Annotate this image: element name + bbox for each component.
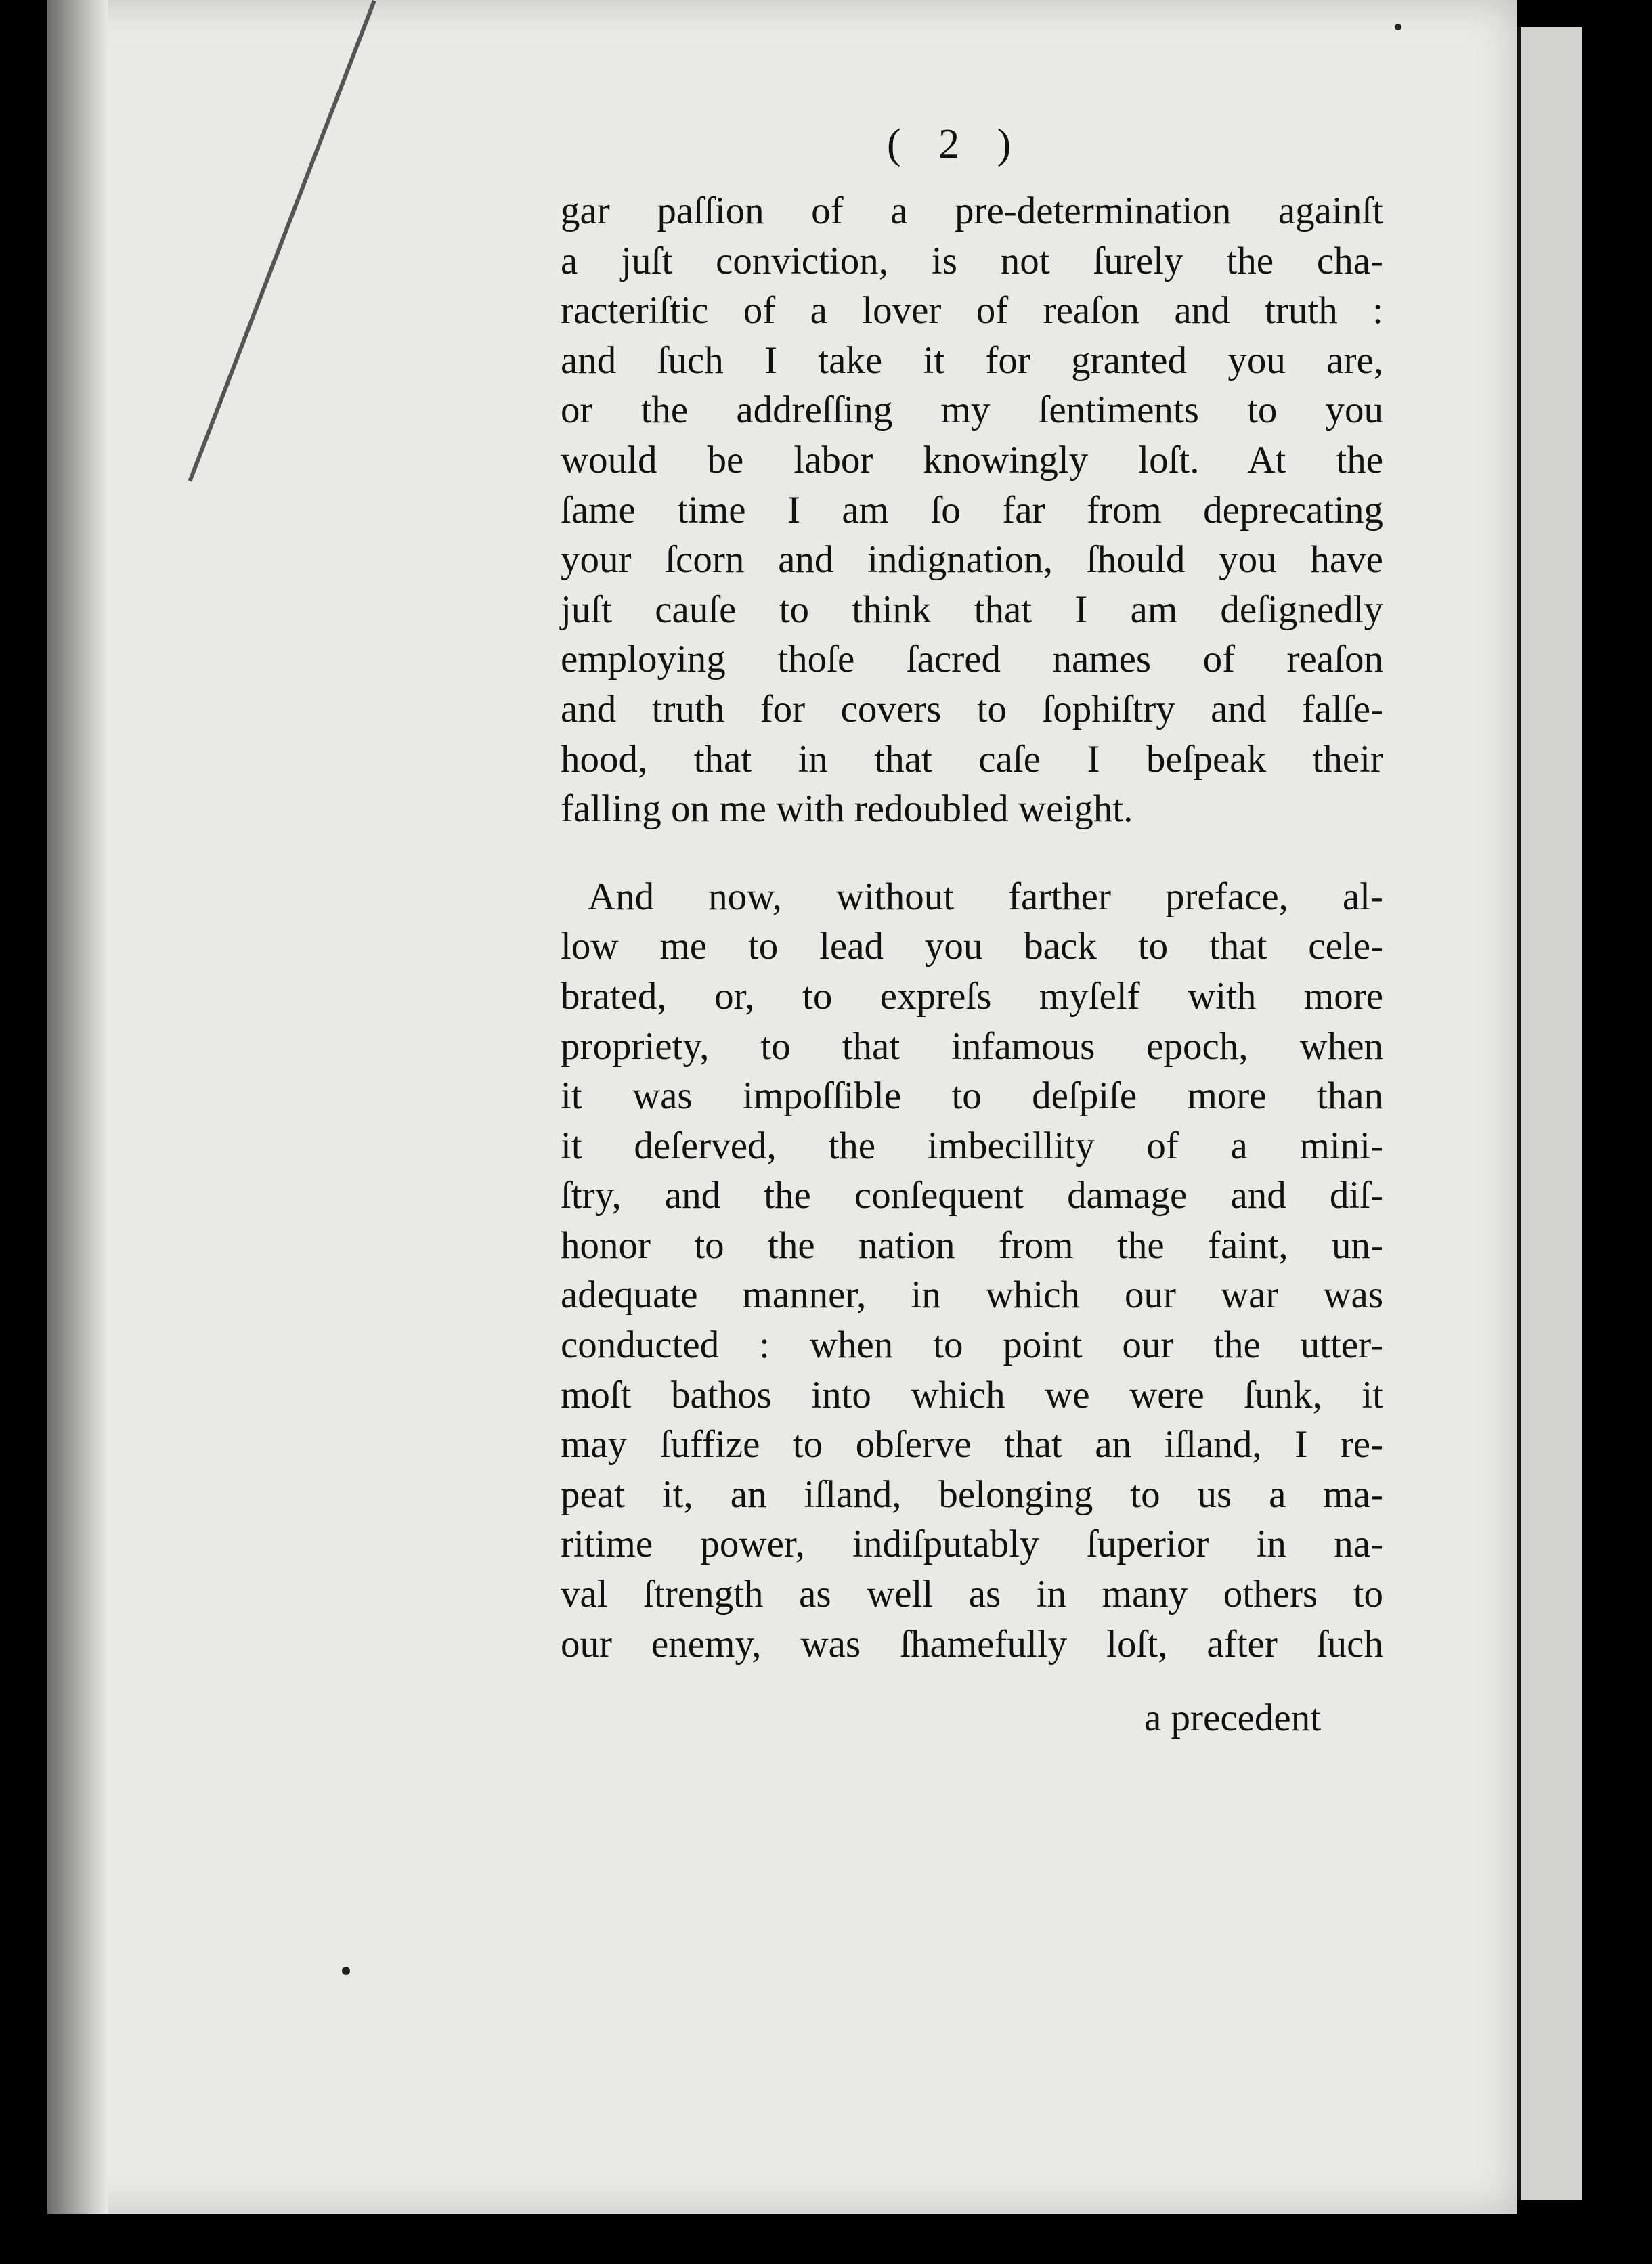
text-line: it was impoſſible to deſpiſe more than — [561, 1074, 1383, 1118]
text-line: ſtry, and the conſequent damage and diſ- — [561, 1174, 1383, 1217]
text-line: may ſuffize to obſerve that an iſland, I re- — [561, 1423, 1383, 1466]
facing-page-edge — [1517, 27, 1582, 2200]
paragraph-gap — [561, 834, 1383, 872]
text-line: our enemy, was ſhamefully loſt, after ſuch — [561, 1622, 1383, 1666]
text-line: falling on me with redoubled weight. — [561, 787, 1133, 831]
binding-shadow — [47, 0, 108, 2214]
catchword: a precedent — [1144, 1697, 1322, 1739]
text-line: a juſt conviction, is not ſurely the cha- — [561, 239, 1383, 282]
page-number: ( 2 ) — [887, 121, 1025, 167]
text-line: moſt bathos into which we were ſunk, it — [561, 1373, 1383, 1416]
text-line: and truth for covers to ſophiſtry and falſe- — [561, 687, 1383, 731]
text-line: val ſtrength as well as in many others to — [561, 1573, 1383, 1616]
text-line: brated, or, to expreſs myſelf with more — [561, 974, 1383, 1018]
text-line: your ſcorn and indignation, ſhould you have — [561, 538, 1383, 582]
text-line: it deſerved, the imbecillity of a mini- — [561, 1124, 1383, 1167]
text-line: juſt cauſe to think that I am deſignedly — [561, 588, 1383, 631]
text-line: hood, that in that caſe I beſpeak their — [561, 737, 1383, 781]
text-line: conducted : when to point our the utter- — [561, 1324, 1383, 1367]
fold-crease — [188, 0, 376, 482]
text-line: peat it, an iſland, belonging to us a ma- — [561, 1473, 1383, 1516]
ink-speck — [1395, 24, 1401, 30]
text-line: propriety, to that infamous epoch, when — [561, 1024, 1383, 1068]
text-line: ritime power, indiſputably ſuperior in na- — [561, 1523, 1383, 1566]
text-line: gar paſſion of a pre-determination againſt — [561, 190, 1383, 232]
text-line: and ſuch I take it for granted you are, — [561, 339, 1383, 382]
text-line: ſame time I am ſo far from deprecating — [561, 488, 1383, 531]
body-text — [561, 186, 1383, 1669]
text-line: or the addreſſing my ſentiments to you — [561, 389, 1383, 432]
text-line: employing thoſe ſacred names of reaſon — [561, 638, 1383, 681]
text-line: would be labor knowingly loſt. At the — [561, 438, 1383, 481]
ink-speck — [342, 1967, 350, 1975]
text-line: adequate manner, in which our war was — [561, 1274, 1383, 1317]
text-line: And now, without farther preface, al- — [588, 875, 1383, 918]
text-line: honor to the nation from the faint, un- — [561, 1223, 1383, 1267]
text-line: racteriſtic of a lover of reaſon and truth : — [561, 289, 1383, 332]
text-line: low me to lead you back to that cele- — [561, 925, 1383, 968]
